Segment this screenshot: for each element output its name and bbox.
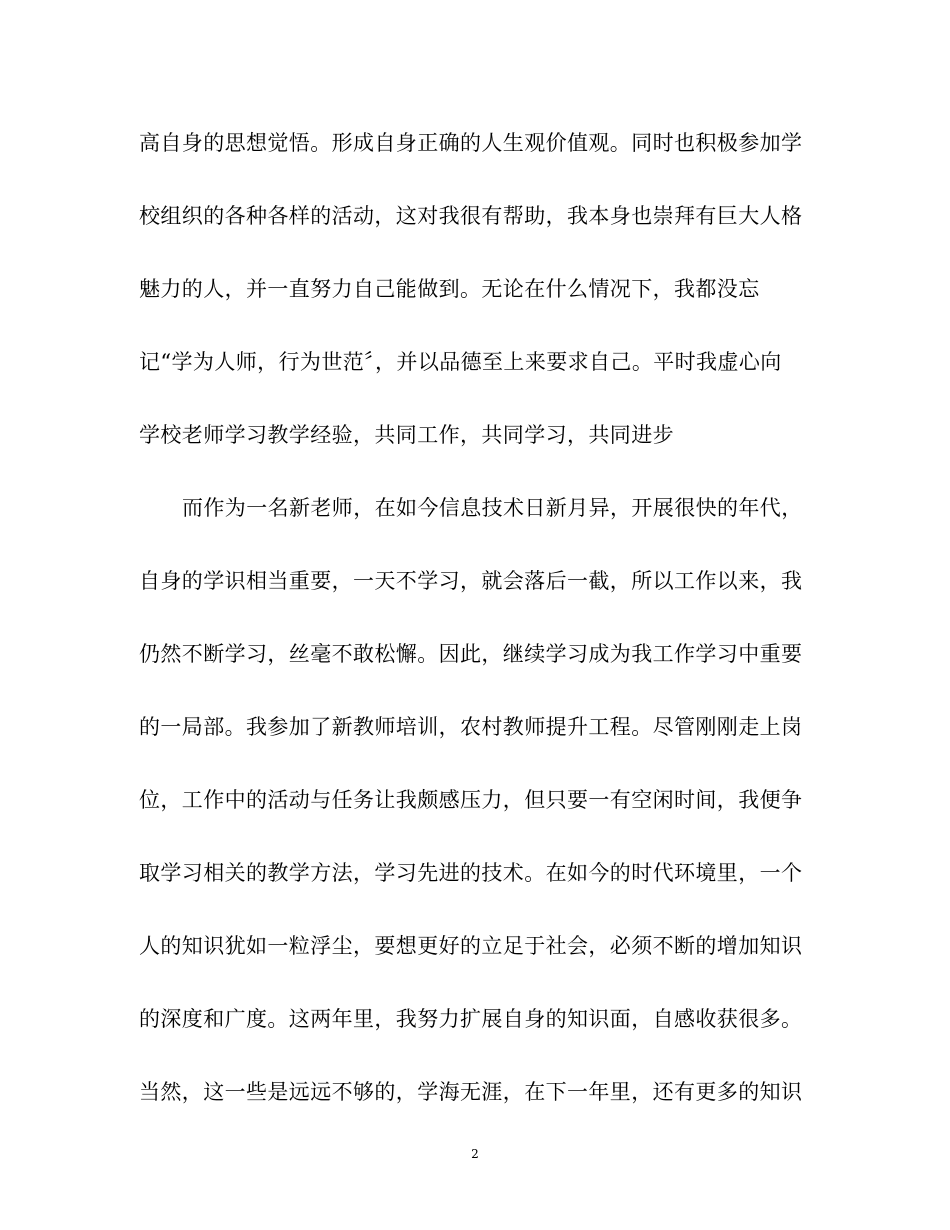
- text-line: 的深度和广度。这两年里，我努力扩展自身的知识面，自感收获很多。: [139, 1007, 803, 1031]
- body-text: [139, 124, 819, 1146]
- text-line: 魅力的人，并一直努力自己能做到。无论在什么情况下，我都没忘: [139, 277, 760, 301]
- text-line: 仍然不断学习，丝毫不敢松懈。因此，继续学习成为我工作学习中重要: [139, 642, 803, 666]
- text-line: 取学习相关的教学方法，学习先进的技术。在如今的时代环境里，一个: [139, 861, 803, 885]
- text-line: 高自身的思想觉悟。形成自身正确的人生观价值观。同时也积极参加学: [139, 131, 803, 155]
- paragraph-first-line: 而作为一名新老师，在如今信息技术日新月异，开展很快的年代，: [182, 496, 803, 520]
- page-number: 2: [471, 1147, 479, 1161]
- text-line: 位，工作中的活动与任务让我颇感压力，但只要一有空闲时间，我便争: [139, 788, 803, 812]
- text-line: 人的知识犹如一粒浮尘，要想更好的立足于社会，必须不断的增加知识: [139, 934, 803, 958]
- text-line: 自身的学识相当重要，一天不学习，就会落后一截，所以工作以来，我: [139, 569, 803, 593]
- text-line: 校组织的各种各样的活动，这对我很有帮助，我本身也崇拜有巨大人格: [139, 204, 803, 228]
- text-line: 学校老师学习教学经验，共同工作，共同学习，共同进步: [139, 423, 674, 447]
- text-line: 的一局部。我参加了新教师培训，农村教师提升工程。尽管刚刚走上岗: [139, 715, 803, 739]
- text-line: 记“学为人师，行为世范〞，并以品德至上来要求自己。平时我虚心向: [139, 350, 782, 374]
- text-line: 当然，这一些是远远不够的，学海无涯，在下一年里，还有更多的知识: [139, 1080, 803, 1104]
